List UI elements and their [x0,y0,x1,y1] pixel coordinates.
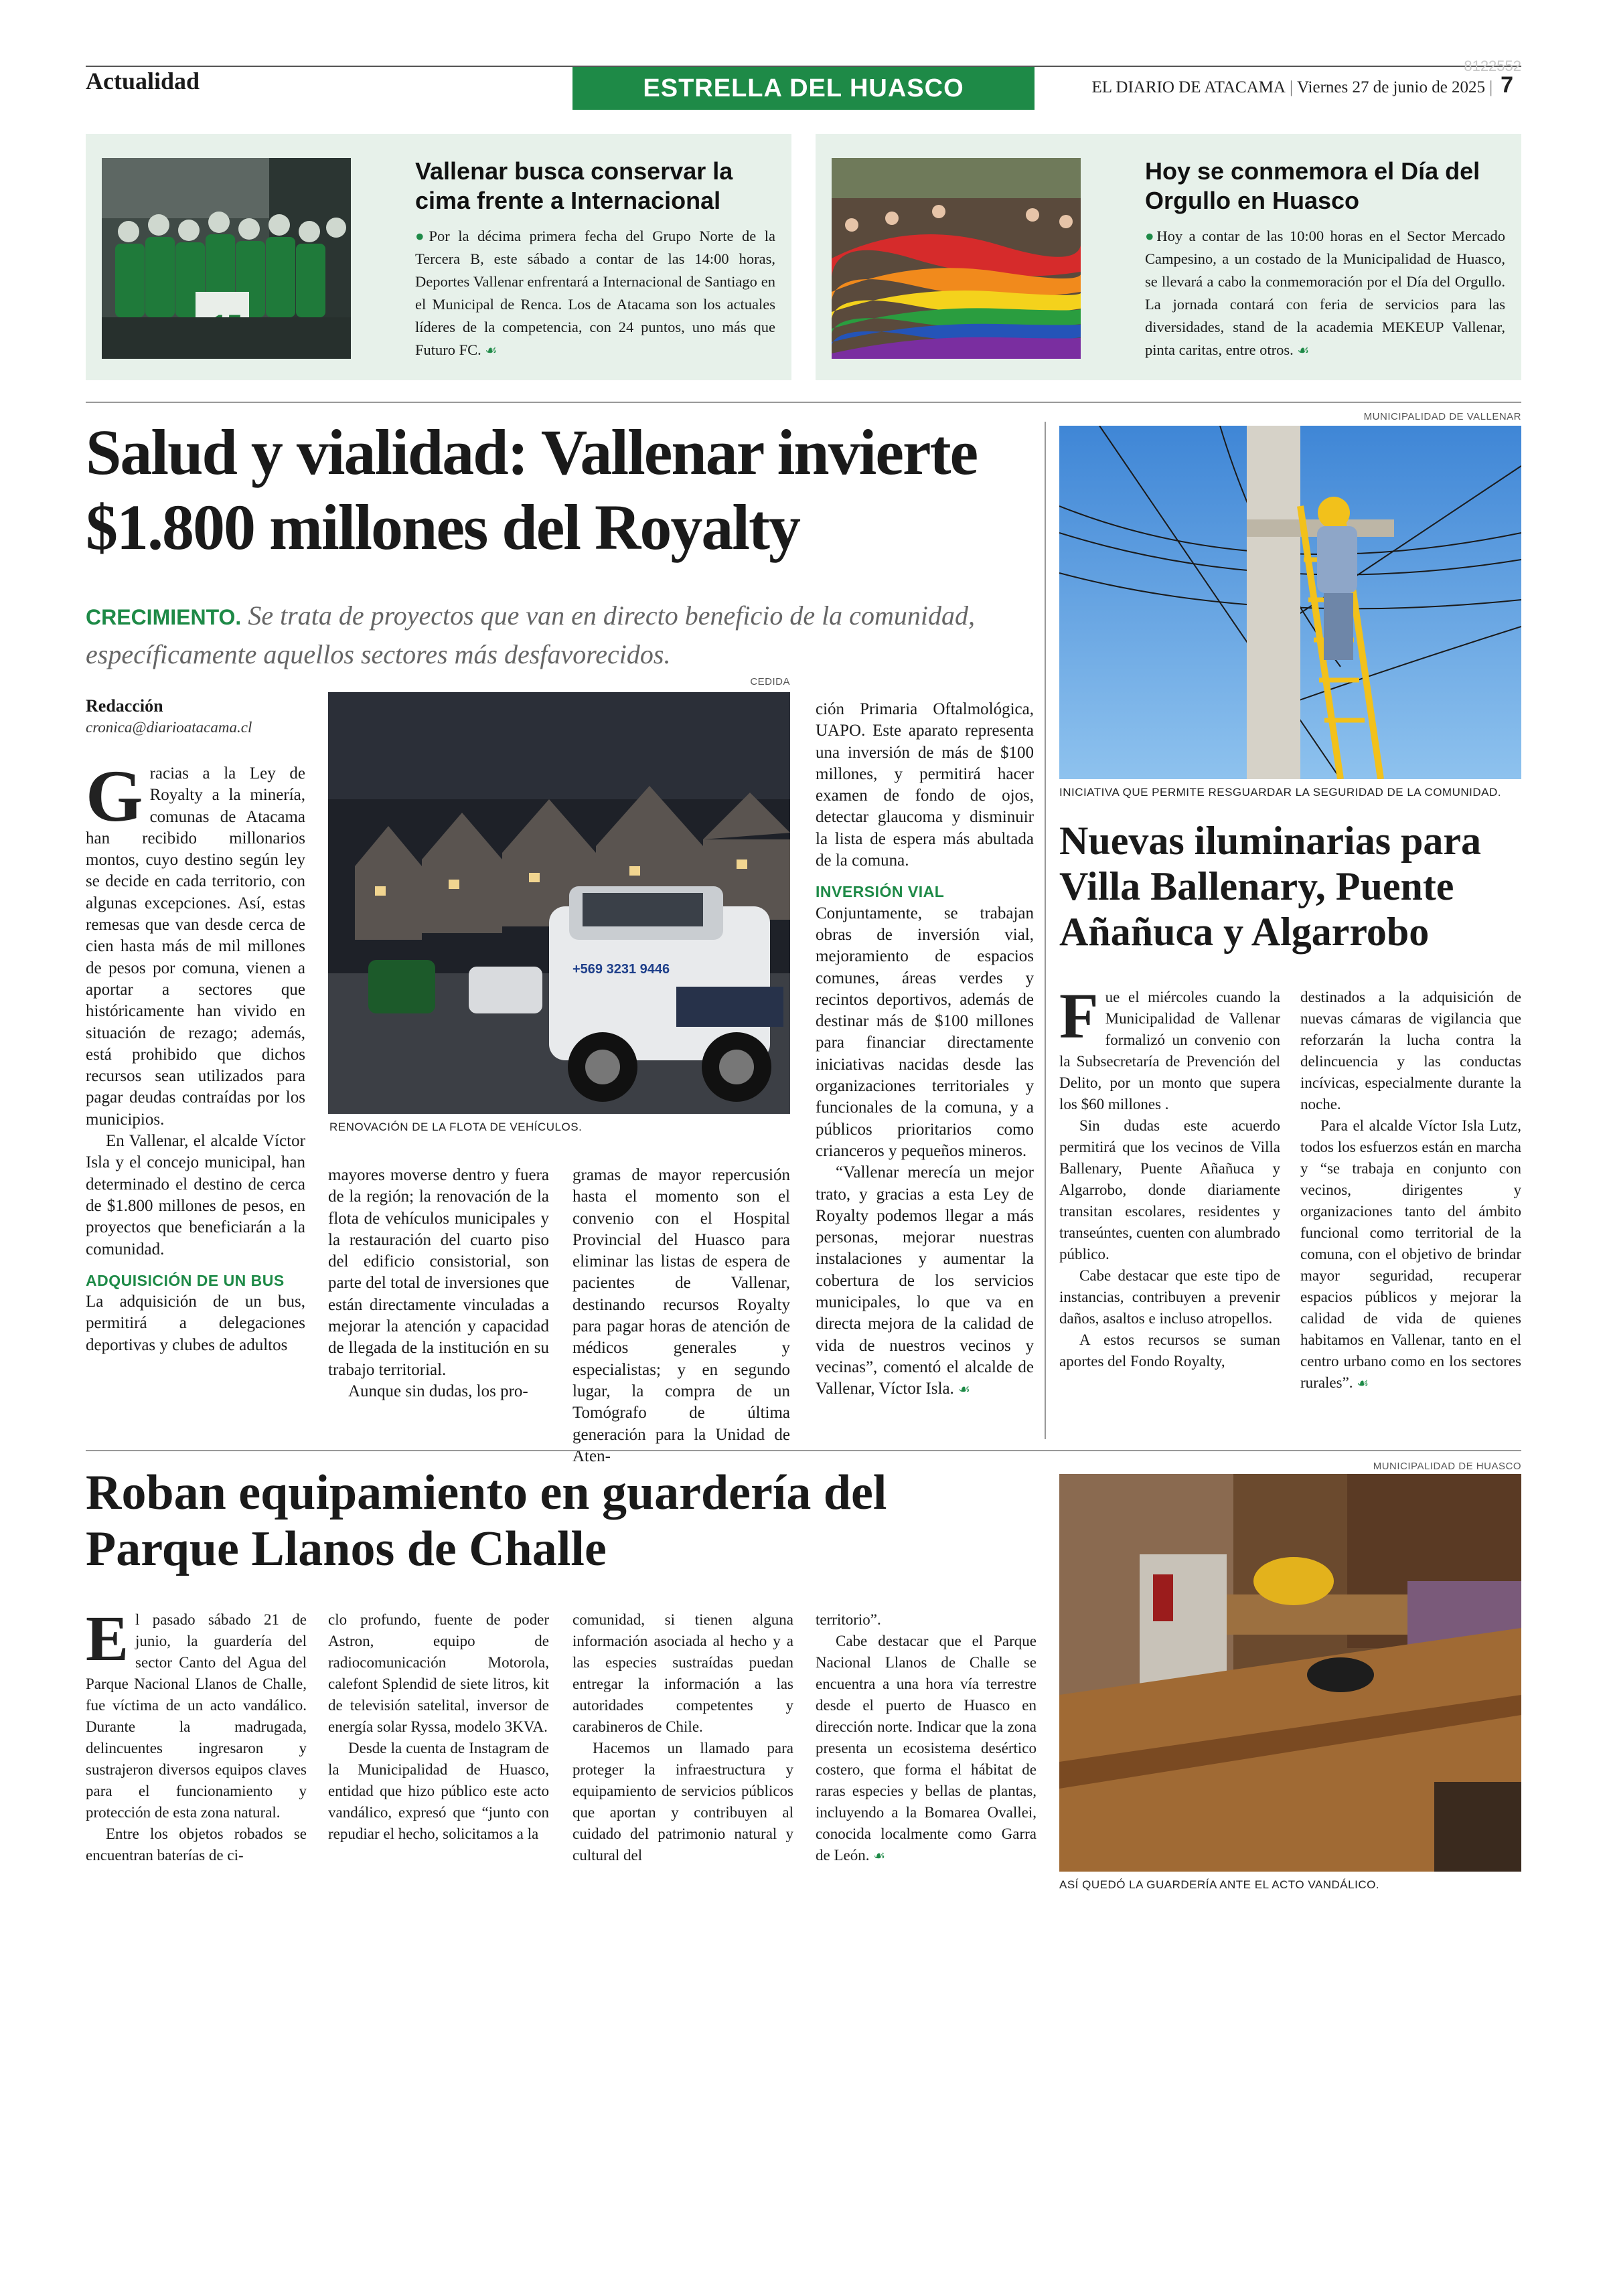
page-number: 7 [1501,72,1513,98]
article1-email[interactable]: cronica@diarioatacama.cl [86,719,252,736]
football-team-photo [102,158,351,359]
section-label: Actualidad [86,68,200,94]
article1-kicker: CRECIMIENTO. [86,605,242,629]
article1-headline: Salud y vialidad: Vallenar invierte $1.800 millones del Royalty [86,416,978,563]
bullet-icon: ● [1145,228,1157,244]
drop-cap: E [86,1603,129,1674]
section-divider [86,1450,1521,1451]
issue-date: Viernes 27 de junio de 2025 [1296,78,1486,96]
article1-column-2: mayores moverse dentro y fuera de la región; la renovación de la flota de vehículos municipales y la restauración del cuarto piso del edificio consistorial, son parte del total de inversiones que están directamente vinculadas a mejorar la atención y capacidad de llegada de la institución en su trabajo territorial. Aunque sin dudas, los pro- [328,1166,549,1400]
section-divider [86,402,1521,403]
end-mark-icon: ☙ [485,342,498,358]
photo-caption: ASÍ QUEDÓ LA GUARDERÍA ANTE EL ACTO VANDÁLICO. [1059,1878,1380,1891]
end-mark-icon: ☙ [958,1381,970,1398]
bullet-icon: ● [415,228,429,244]
article1-column-3: gramas de mayor repercusión hasta el momento son el convenio con el Hospital Provincial del Huasco para eliminar las listas de espera de pacientes de Vallenar, destinando recursos Royalty para pagar horas de atención de médicos generales y especialistas; y en segundo lugar, la compra de un Tomógrafo de última generación para la Unidad de Aten- [572,1166,790,1465]
article3-column-4: territorio”. Cabe destacar que el Parque Nacional Llanos de Challe se encuentra a una hora vía terrestre desde el puerto de Huasco en dirección norte. Indicar que la zona presenta un ecosistema desértico costero, que forma el hábitat de raras especies y bellas de plantas, incluyendo a la Bomarea Ovallei, conocida localmente como Garra de León. ☙ [816,1611,1037,1864]
article2-headline: Nuevas iluminarias para Villa Ballenary, Puente Añañuca y Algarrobo [1059,819,1482,954]
photo-credit: CEDIDA [750,676,790,687]
drop-cap: F [1059,980,1099,1052]
teaser-pride[interactable] [816,134,1521,380]
article1-deck: CRECIMIENTO. Se trata de proyectos que van en directo beneficio de la comunidad, específicamente aquellos sectores más desfavorecidos. [86,600,975,669]
subhead-vial: INVERSIÓN VIAL [816,883,945,901]
article1-column-1: Gracias a la Ley de Royalty a la minería, comunas de Atacama han recibido millonarios montos, cuyo destino según ley se decide en cada territorio, con algunas excepciones. Así, estas remesas que van desde cerca de cien hasta más de mil millones de pesos por comuna, vienen a aportar a sectores que históricamente han vivido en situación de rezago; además, está prohibido que dichos recursos sean utilizados para pagar deudas contraídas por los municipios. En Vallenar, el alcalde Víctor Isla y el concejo municipal, han determinado el destino de cerca de $1.800 millones de pesos, en proyectos que beneficiarán a la comunidad. ADQUISICIÓN DE UN BUS La adquisición de un bus, permitirá a delegaciones deportivas y clubes de adultos [86,755,305,1354]
end-mark-icon: ☙ [1297,342,1310,358]
edition-banner: ESTRELLA DEL HUASCO [572,67,1035,110]
watermark: 8122552 [1464,58,1521,74]
masthead-info: EL DIARIO DE ATACAMA | Viernes 27 de junio de 2025 | 7 [1091,72,1513,98]
end-mark-icon: ☙ [873,1848,886,1864]
svg-text:+569 3231 9446: +569 3231 9446 [572,962,670,977]
teaser-pride-text: ●Hoy a contar de las 10:00 horas en el Sector Mercado Campesino, a un costado de la Municipalidad de Huasco, se llevará a cabo la conmemoración por el Día del Orgullo. La jornada contará con feria de servicios para las diversidades, stand de la academia MEKEUP Vallenar, pinta caritas, entre otros. ☙ [1145,228,1505,358]
article3-column-3: comunidad, si tienen alguna información asociada al hecho y a las especies sustraídas puedan entregar la información a las autoridades competentes y carabineros de Chile. Hacemos un llamado para proteger la infraestructura y equipamiento de servicios públicos que aportan y contribuyen al cuidado del patrimonio natural y cultural del [572,1611,793,1864]
article3-headline: Roban equipamiento en guardería del Parque Llanos de Challe [86,1465,887,1576]
photo-credit: MUNICIPALIDAD DE HUASCO [1373,1461,1521,1472]
article2-column-1: Fue el miércoles cuando la Municipalidad de Vallenar formalizó un convenio con la Subsecretaría de Prevención del Delito, por un monto que supera los $60 millones . Sin dudas este acuerdo permitirá que los vecinos de Villa Ballenary, Puente Añañuca y Algarrobo, donde diariamente transitan escolares, residentes y transeúntes, cuenten con alumbrado público. Cabe destacar que este tipo de instancias, contribuyen a prevenir daños, asaltos e incluso atropellos. A estos recursos se suman aportes del Fondo Royalty, [1059,980,1280,1370]
teaser-football-text: ●Por la décima primera fecha del Grupo Norte de la Tercera B, este sábado a contar de las 14:00 horas, Deportes Vallenar enfrentará a Internacional de Santiago en el Municipal de Renca. Los de Atacama son los actuales líderes de la competencia, con 24 puntos, uno más que Futuro FC. ☙ [415,228,775,358]
article1-byline: Redacción [86,696,163,716]
pride-march-photo [832,158,1081,359]
photo-caption: INICIATIVA QUE PERMITE RESGUARDAR LA SEGURIDAD DE LA COMUNIDAD. [1059,786,1501,799]
electrician-photo [1059,426,1521,779]
article3-column-1: El pasado sábado 21 de junio, la guardería del sector Canto del Agua del Parque Nacional Llanos de Challe, fue víctima de un acto vandálico. Durante la madrugada, delincuentes ingresaron y sustrajeron diversos equipos claves para el funcionamiento y protección de esta zona natural. Entre los objetos robados se encuentran baterías de ci- [86,1603,307,1864]
article3-column-2: clo profundo, fuente de poder Astron, equipo de radiocomunicación Motorola, calefont Splendid de siete litros, kit de televisión satelital, inversor de energía solar Ryssa, modelo 3KVA. Desde la cuenta de Instagram de la Municipalidad de Huasco, entidad que hizo público este acto vandálico, expresó que “junto con repudiar el hecho, solicitamos a la [328,1611,549,1842]
teaser-football-title: Vallenar busca conservar la cima frente a Internacional [415,157,733,214]
teaser-pride-title: Hoy se conmemora el Día del Orgullo en Huasco [1145,157,1480,214]
end-mark-icon: ☙ [1357,1375,1369,1391]
column-divider [1045,422,1046,1439]
subhead-bus: ADQUISICIÓN DE UN BUS [86,1271,285,1289]
photo-caption: RENOVACIÓN DE LA FLOTA DE VEHÍCULOS. [329,1121,583,1133]
teaser-football[interactable] [86,134,791,380]
vandalized-station-photo [1059,1474,1521,1872]
article1-column-4: ción Primaria Oftalmológica, UAPO. Este aparato representa una inversión de más de $100 millones, y permitirá hacer examen de fondo de ojos, detectar glaucoma y disminuir la lista de espera más abultada de la comuna. INVERSIÓN VIAL Conjuntamente, se trabajan obras de inversión vial, mejoramiento de espacios comunes, áreas verdes y recintos deportivos, además de destinar más de $100 millones para financiar directamente iniciativas nacidas desde las organizaciones territoriales y funcionales de la comuna, y a públicos prioritarios como crianceros y pequeños mineros. “Vallenar merecía un mejor trato, y gracias a esta Ley de Royalty podemos llegar a más personas, mejorar nuestras instalaciones y aumentar la cobertura de los servicios municipales, lo que va en directa mejora de la calidad de vida de nuestros vecinos y vecinas”, comentó el alcalde de Vallenar, Víctor Isla. ☙ [816,700,1034,1398]
drop-cap: G [86,755,143,837]
photo-credit: MUNICIPALIDAD DE VALLENAR [1363,411,1521,422]
article2-column-2: destinados a la adquisición de nuevas cámaras de vigilancia que reforzarán la lucha contra la delincuencia y las conductas incívicas, especialmente durante la noche. Para el alcalde Víctor Isla Lutz, todos los esfuerzos están en marcha y “se trabaja en conjunto con vecinos, dirigentes y organizaciones tanto del ámbito funcional como territorial de la comuna, con el objetivo de brindar mayor seguridad, recuperar espacios públicos y mejorar la calidad de vida de quienes habitamos en Vallenar, tanto en el centro urbano como en los sectores rurales”. ☙ [1300,989,1521,1391]
paper-name: EL DIARIO DE ATACAMA [1091,78,1286,96]
vehicle-fleet-photo [328,692,790,1114]
